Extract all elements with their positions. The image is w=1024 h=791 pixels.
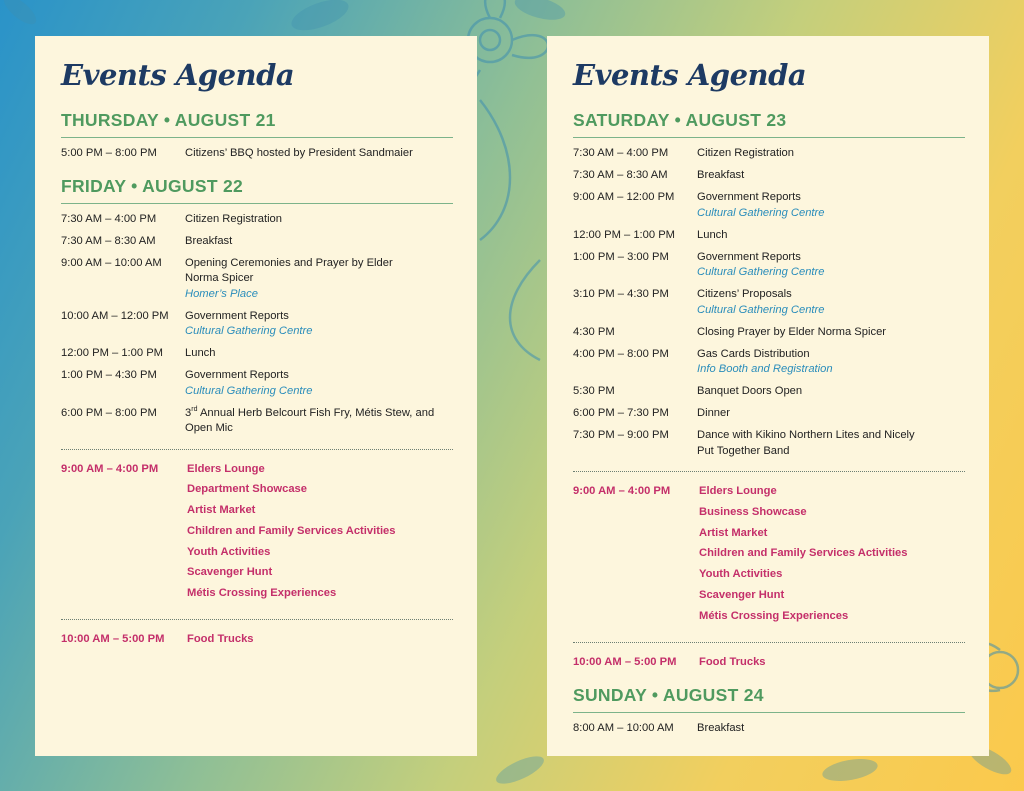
- friday-events: [61, 212, 453, 437]
- sunday-events: [573, 721, 965, 737]
- allday-activity-list: [187, 462, 453, 608]
- event-desc-block: [697, 287, 965, 318]
- event-desc: Government Reports: [185, 309, 289, 322]
- activity-item: Children and Family Services Activities: [187, 524, 396, 537]
- divider: [573, 642, 965, 643]
- event-location: Cultural Gathering Centre: [697, 206, 825, 219]
- divider: [573, 471, 965, 472]
- event-time: 7:30 AM – 8:30 AM: [61, 234, 156, 247]
- event-time: 7:30 AM – 4:00 PM: [61, 212, 157, 225]
- activity-item: Artist Market: [187, 504, 256, 517]
- event-desc: Gas Cards Distribution: [697, 347, 810, 360]
- event-desc: Banquet Doors Open: [697, 385, 803, 397]
- event-row: [573, 168, 965, 184]
- event-ordinal: 3: [185, 406, 192, 419]
- saturday-events: [573, 146, 965, 459]
- event-time: 10:00 AM – 12:00 PM: [61, 309, 169, 322]
- event-row: [61, 212, 453, 228]
- event-time: 5:30 PM: [573, 385, 615, 397]
- event-desc-block: [697, 250, 965, 281]
- event-row: [61, 368, 453, 399]
- event-time: 4:30 PM: [573, 325, 615, 338]
- day-heading-saturday: SATURDAY • AUGUST 23: [573, 110, 965, 138]
- left-agenda-panel: [35, 36, 477, 756]
- allday-activity-list: [699, 484, 965, 630]
- event-row: [573, 190, 965, 221]
- allday-time: 9:00 AM – 4:00 PM: [61, 462, 159, 475]
- event-time: 5:00 PM – 8:00 PM: [61, 147, 157, 159]
- activity-item: Elders Lounge: [187, 462, 265, 475]
- food-trucks-row: [573, 655, 965, 670]
- activity-item: Children and Family Services Activities: [699, 547, 908, 560]
- event-desc: Annual Herb Belcourt Fish Fry, Métis Stew, and Open Mic: [185, 406, 435, 434]
- activity-item: Scavenger Hunt: [699, 588, 785, 601]
- food-trucks-desc: Food Trucks: [187, 633, 254, 646]
- event-location: Cultural Gathering Centre: [185, 325, 313, 337]
- event-time: 9:00 AM – 10:00 AM: [61, 256, 162, 269]
- event-row: [61, 346, 453, 362]
- event-desc-block: [697, 190, 965, 221]
- day-heading-thursday: THURSDAY • AUGUST 21: [61, 110, 453, 138]
- event-desc: Government Reports: [185, 369, 289, 381]
- event-row: [573, 428, 965, 459]
- event-row: [573, 721, 965, 737]
- event-desc-block: [185, 406, 453, 437]
- event-time: 3:10 PM – 4:30 PM: [573, 288, 669, 300]
- activity-item: Métis Crossing Experiences: [187, 587, 337, 600]
- page-title: Events Agenda: [61, 58, 295, 92]
- event-desc: Citizens’ Proposals: [697, 288, 792, 300]
- allday-block: [573, 484, 965, 630]
- event-desc-block: [185, 256, 453, 303]
- event-desc-block: [697, 347, 965, 378]
- event-row: [573, 347, 965, 378]
- thursday-events: [61, 146, 453, 162]
- event-desc: Government Reports: [697, 250, 801, 263]
- event-row: [573, 228, 965, 244]
- event-location: Cultural Gathering Centre: [185, 384, 313, 397]
- event-desc: Government Reports: [697, 191, 801, 203]
- event-row: [573, 325, 965, 341]
- event-desc: Dance with Kikino Northern Lites and Nicely Put Together Band: [697, 429, 915, 457]
- event-desc: Citizens’ BBQ hosted by President Sandmaier: [185, 147, 413, 159]
- event-row: [61, 234, 453, 250]
- event-ordinal-suffix: rd: [191, 405, 198, 413]
- activity-item: Youth Activities: [187, 545, 271, 558]
- activity-item: Youth Activities: [699, 568, 783, 581]
- event-time: 8:00 AM – 10:00 AM: [573, 722, 674, 735]
- event-desc: Citizen Registration: [185, 212, 283, 225]
- event-time: 9:00 AM – 12:00 PM: [573, 191, 675, 203]
- event-time: 12:00 PM – 1:00 PM: [61, 347, 163, 359]
- event-desc: Breakfast: [697, 169, 745, 181]
- event-desc: Dinner: [697, 407, 730, 419]
- activity-item: Department Showcase: [187, 483, 307, 496]
- food-trucks-time: 10:00 AM – 5:00 PM: [573, 655, 677, 668]
- event-location: Cultural Gathering Centre: [697, 266, 825, 278]
- event-desc-block: [185, 309, 453, 340]
- event-row: [573, 287, 965, 318]
- event-desc: Opening Ceremonies and Prayer by Elder Norma Spicer: [185, 256, 393, 284]
- activity-item: Elders Lounge: [699, 485, 777, 497]
- event-desc: Lunch: [697, 228, 728, 241]
- activity-item: Business Showcase: [699, 505, 807, 518]
- page-title: Events Agenda: [573, 58, 807, 92]
- event-row: [61, 256, 453, 303]
- event-row: [573, 384, 965, 400]
- event-desc: Lunch: [185, 347, 216, 359]
- event-time: 4:00 PM – 8:00 PM: [573, 347, 669, 360]
- event-time: 12:00 PM – 1:00 PM: [573, 228, 675, 241]
- allday-block: [61, 462, 453, 608]
- event-desc: Citizen Registration: [697, 147, 795, 159]
- event-location: Homer’s Place: [185, 287, 258, 300]
- event-time: 1:00 PM – 3:00 PM: [573, 250, 669, 263]
- event-row: [573, 146, 965, 162]
- food-trucks-desc: Food Trucks: [699, 655, 766, 668]
- event-desc: Breakfast: [697, 722, 745, 735]
- event-row: [573, 406, 965, 422]
- event-time: 6:00 PM – 7:30 PM: [573, 407, 669, 419]
- event-desc-block: [185, 368, 453, 399]
- event-row: [573, 250, 965, 281]
- allday-time: 9:00 AM – 4:00 PM: [573, 485, 671, 497]
- event-location: Info Booth and Registration: [697, 363, 833, 375]
- activity-item: Scavenger Hunt: [187, 566, 273, 579]
- divider: [61, 449, 453, 450]
- divider: [61, 619, 453, 620]
- food-trucks-time: 10:00 AM – 5:00 PM: [61, 633, 165, 646]
- event-time: 7:30 AM – 8:30 AM: [573, 169, 668, 181]
- event-desc: Breakfast: [185, 234, 233, 247]
- event-time: 6:00 PM – 8:00 PM: [61, 406, 157, 419]
- day-heading-sunday: SUNDAY • AUGUST 24: [573, 685, 965, 713]
- event-time: 1:00 PM – 4:30 PM: [61, 369, 157, 381]
- day-heading-friday: FRIDAY • AUGUST 22: [61, 176, 453, 204]
- activity-item: Artist Market: [699, 526, 768, 539]
- event-row: [61, 146, 453, 162]
- event-time: 7:30 PM – 9:00 PM: [573, 429, 669, 441]
- event-row: [61, 406, 453, 437]
- event-row: [61, 309, 453, 340]
- food-trucks-row: [61, 632, 453, 647]
- right-agenda-panel: [547, 36, 989, 756]
- event-desc: Closing Prayer by Elder Norma Spicer: [697, 325, 887, 338]
- event-time: 7:30 AM – 4:00 PM: [573, 147, 669, 159]
- event-location: Cultural Gathering Centre: [697, 303, 825, 316]
- activity-item: Métis Crossing Experiences: [699, 609, 849, 622]
